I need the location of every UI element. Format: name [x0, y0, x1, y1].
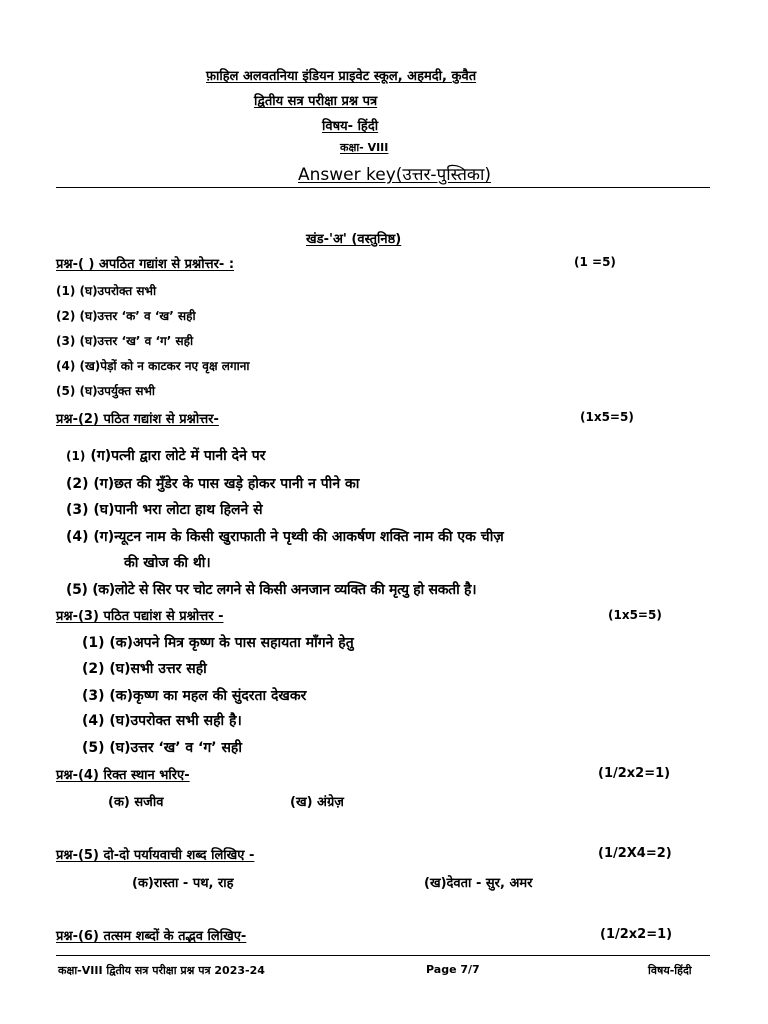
- q4-marks: (1/2x2=1): [598, 766, 671, 781]
- exam-title: द्वितीय सत्र परीक्षा प्रश्न पत्र: [254, 94, 378, 109]
- q1-title: प्रश्न-( ) अपठित गद्यांश से प्रश्नोत्तर- :: [56, 257, 235, 272]
- q5-marks: (1/2X4=2): [598, 846, 672, 861]
- q2-title: प्रश्न-(2) पठित गद्यांश से प्रश्नोत्तर-: [56, 412, 219, 427]
- q4-title: प्रश्न-(4) रिक्त स्थान भरिए-: [56, 768, 190, 783]
- q1-answer-2: (2) (घ)उत्तर ‘क’ व ‘ख’ सही: [56, 309, 196, 323]
- q3-answer-1: (1) (क)अपने मित्र कृष्ण के पास सहायता माँगने हेतु: [82, 635, 354, 651]
- q2-answer-1: [66, 445, 265, 465]
- q3-answer-2: (2) (घ)सभी उत्तर सही: [82, 661, 207, 677]
- footer-divider: [56, 955, 710, 956]
- q2-answer-1-num: (1): [66, 449, 86, 463]
- q2-answer-4-continued: की खोज की थी।: [124, 555, 211, 571]
- q5-answer-a: (क)रास्ता - पथ, राह: [132, 876, 234, 891]
- answer-key-title: [298, 162, 491, 185]
- q2-answer-1-text: (ग)पत्नी द्वारा लोटे में पानी देने पर: [90, 448, 266, 464]
- q2-answer-3: (3) (घ)पानी भरा लोटा हाथ हिलने से: [66, 502, 263, 518]
- q3-marks: (1x5=5): [608, 608, 662, 622]
- answer-key-hindi: (उत्तर-पुस्तिका): [395, 165, 492, 185]
- q3-title: प्रश्न-(3) पठित पद्यांश से प्रश्नोत्तर -: [56, 609, 224, 624]
- school-name: फ़ाहिल अलवतनिया इंडियन प्राइवेट स्कूल, अहमदी, कुवैत: [206, 69, 477, 84]
- footer-left: कक्षा-VIII द्वितीय सत्र परीक्षा प्रश्न पत्र 2023-24: [58, 964, 265, 977]
- footer-right: विषय-हिंदी: [648, 964, 692, 977]
- q2-answer-5: (5) (क)लोटे से सिर पर चोट लगने से किसी अनजान व्यक्ति की मृत्यु हो सकती है।: [66, 582, 477, 598]
- header-divider: [56, 187, 710, 188]
- q1-answer-1: (1) (घ)उपरोक्त सभी: [56, 284, 157, 298]
- subject-label: विषय- हिंदी: [322, 119, 379, 134]
- q5-title: प्रश्न-(5) दो-दो पर्यायवाची शब्द लिखिए -: [56, 848, 255, 863]
- answer-key-english: Answer key: [298, 165, 396, 185]
- q3-answer-3: (3) (क)कृष्ण का महल की सुंदरता देखकर: [82, 688, 307, 704]
- q5-answer-b: (ख)देवता - सुर, अमर: [424, 876, 533, 891]
- q1-marks: (1 =5): [574, 255, 616, 269]
- q2-marks: (1x5=5): [580, 410, 634, 424]
- q6-marks: (1/2x2=1): [600, 927, 673, 942]
- q1-answer-3: (3) (घ)उत्तर ‘ख’ व ‘ग’ सही: [56, 334, 194, 348]
- q2-answer-4: (4) (ग)न्यूटन नाम के किसी खुराफाती ने पृथ्वी की आकर्षण शक्ति नाम की एक चीज़: [66, 529, 504, 545]
- q1-answer-4: (4) (ख)पेड़ों को न काटकर नए वृक्ष लगाना: [56, 359, 250, 373]
- q6-title: प्रश्न-(6) तत्सम शब्दों के तद्भव लिखिए-: [56, 929, 247, 944]
- class-label: कक्षा- VIII: [340, 141, 389, 154]
- q2-answer-2: (2) (ग)छत की मुँडेर के पास खड़े होकर पानी न पीने का: [66, 476, 360, 492]
- section-title: खंड-'अ' (वस्तुनिष्ठ): [306, 232, 402, 247]
- q3-answer-4: (4) (घ)उपरोक्त सभी सही है।: [82, 713, 242, 729]
- q4-answer-b: (ख) अंग्रेज़: [290, 795, 344, 810]
- q4-answer-a: (क) सजीव: [108, 795, 164, 810]
- q1-answer-5: (5) (घ)उपर्युक्त सभी: [56, 384, 156, 398]
- q3-answer-5: (5) (घ)उत्तर ‘ख’ व ‘ग’ सही: [82, 740, 242, 756]
- page-number: Page 7/7: [426, 963, 480, 976]
